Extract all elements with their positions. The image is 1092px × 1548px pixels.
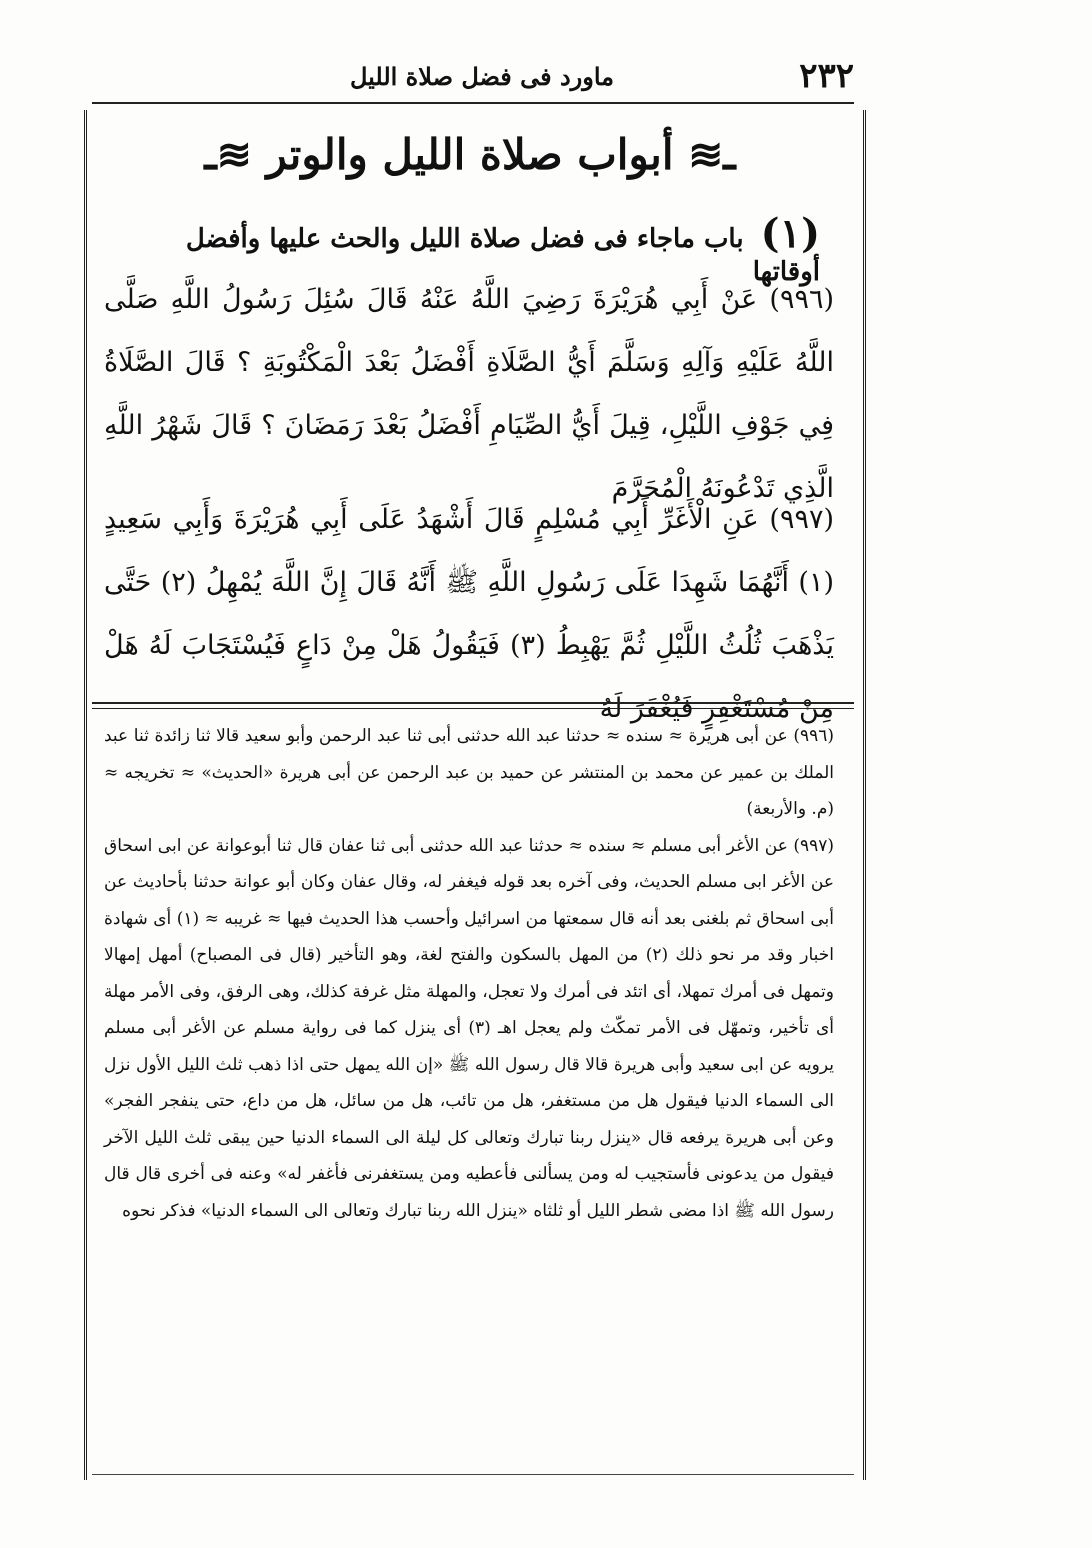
- chapter-number: (١): [760, 210, 820, 257]
- commentary: [104, 718, 834, 1229]
- divider: [92, 702, 854, 704]
- divider: [92, 708, 854, 709]
- hadith-997: (٩٩٧) عَنِ الْأَغَرِّ أَبِي مُسْلِمٍ قَالَ أَشْهَدُ عَلَى أَبِي هُرَيْرَةَ وَأَبِي سَعِيدٍ (١) أَنَّهُمَا شَهِدَا عَلَى رَسُولِ اللَّهِ ﷺ أَنَّهُ قَالَ إِنَّ اللَّهَ يُمْهِلُ (٢) حَتَّى يَذْهَبَ ثُلُثُ اللَّيْلِ ثُمَّ يَهْبِطُ (٣) فَيَقُولُ هَلْ مِنْ دَاعٍ فَيُسْتَجَابَ لَهُ هَلْ مِنْ مُسْتَغْفِرٍ فَيُغْفَرَ لَهُ: [104, 504, 834, 724]
- section-title: ـ≋ أبواب صلاة الليل والوتر ≋ـ: [204, 130, 736, 179]
- page-number: ٢٣٢: [799, 56, 854, 96]
- chapter-title: باب ماجاء فى فضل صلاة الليل والحث عليها وأفضل أوقاتها: [185, 224, 820, 287]
- note-996: (٩٩٦) عن أبى هريرة ≈ سنده ≈ حدثنا عبد الله حدثنى أبى ثنا عبد الرحمن وأبو سعيد قالا ثنا زائدة ثنا عبد الملك بن عمير عن محمد بن المنتشر عن حميد بن عبد الرحمن عن أبى هريرة «الحديث» ≈ تخريجه ≈ (م. والأربعة): [104, 726, 834, 819]
- bottom-rule: [92, 1474, 854, 1475]
- hadith-996: (٩٩٦) عَنْ أَبِي هُرَيْرَةَ رَضِيَ اللَّهُ عَنْهُ قَالَ سُئِلَ رَسُولُ اللَّهِ صَلَّى اللَّهُ عَلَيْهِ وَآلِهِ وَسَلَّمَ أَيُّ الصَّلَاةِ أَفْضَلُ بَعْدَ الْمَكْتُوبَةِ ؟ قَالَ الصَّلَاةُ فِي جَوْفِ اللَّيْلِ، قِيلَ أَيُّ الصِّيَامِ أَفْضَلُ بَعْدَ رَمَضَانَ ؟ قَالَ شَهْرُ اللَّهِ الَّذِي تَدْعُونَهُ الْمُحَرَّمَ: [104, 284, 834, 504]
- running-title: ماورد فى فضل صلاة الليل: [349, 62, 614, 91]
- note-997: (٩٩٧) عن الأغر أبى مسلم ≈ سنده ≈ حدثنا عبد الله حدثنى أبى ثنا عفان قال ثنا أبوعوانة عن ابى اسحاق عن الأغر ابى مسلم الحديث، وفى آخره بعد قوله فيغفر له، وقال عفان وكان أبو عوانة حدثنا بأحاديث عن أبى اسحاق ثم بلغنى بعد أنه قال سمعتها من اسرائيل وأحسب هذا الحديث فيها ≈ غريبه ≈ (١) أى شهادة اخبار وقد مر نحو ذلك (٢) من المهل بالسكون والفتح لغة، وهو التأخير (قال فى المصباح) أمهل إمهالا وتمهل فى أمرك تمهلا، أى اتئد فى أمرك ولا تعجل، والمهلة مثل غرفة كذلك، وهى الرفق، وفى الأمر مهلة أى تأخير، وتمهّل فى الأمر تمكّث ولم يعجل اهـ (٣) أى ينزل كما فى رواية مسلم عن الأغر أبى مسلم يرويه عن ابى سعيد وأبى هريرة قالا قال رسول الله ﷺ «إن الله يمهل حتى اذا ذهب ثلث الليل الأول نزل الى السماء الدنيا فيقول هل من مستغفر، هل من تائب، هل من سائل، هل من داع، حتى ينفجر الفجر» وعن أبى هريرة يرفعه قال «ينزل ربنا تبارك وتعالى كل ليلة الى السماء الدنيا حين يبقى ثلث الليل الآخر فيقول من يدعونى فأستجيب له ومن يسألنى فأعطيه ومن يستغفرنى فأغفر له» وعنه فى أخرى قال قال رسول الله ﷺ اذا مضى شطر الليل أو ثلثاه «ينزل الله ربنا تبارك وتعالى الى السماء الدنيا» فذكر نحوه: [104, 835, 834, 1221]
- page-header: [92, 52, 854, 104]
